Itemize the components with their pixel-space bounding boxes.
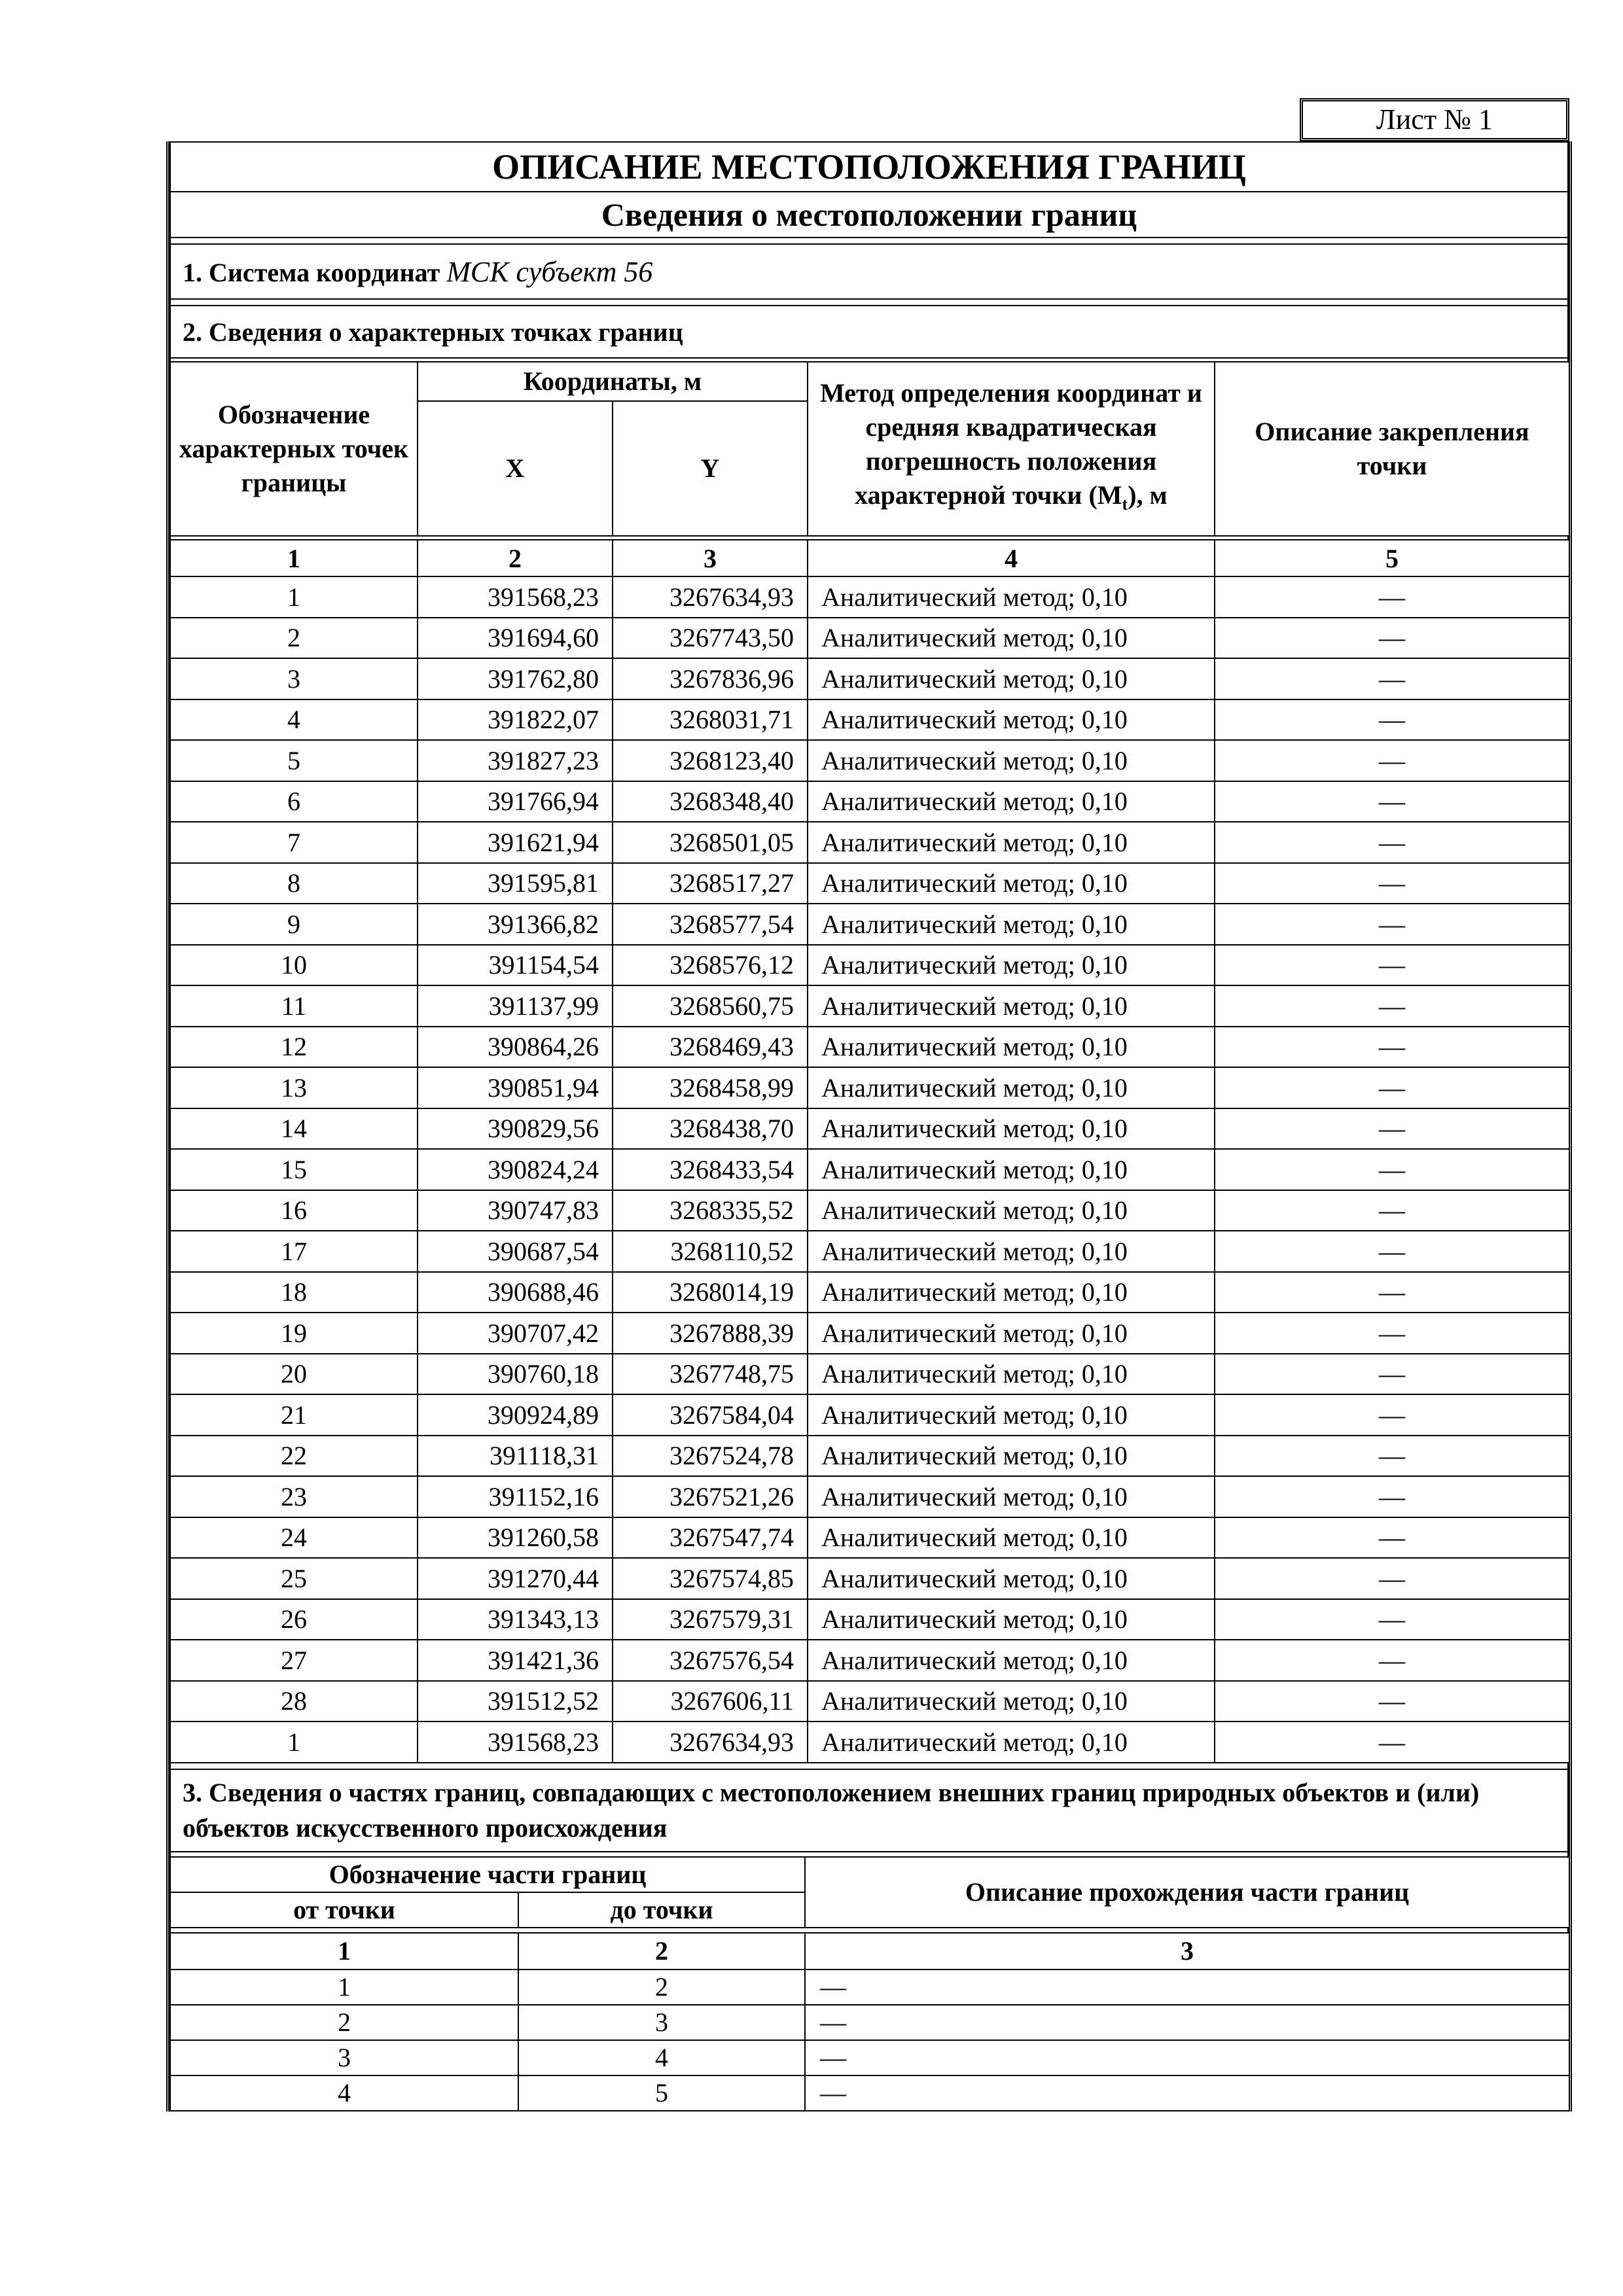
method-cell: Аналитический метод; 0,10 [808, 1190, 1215, 1231]
method-cell: Аналитический метод; 0,10 [808, 1476, 1215, 1517]
method-cell: Аналитический метод; 0,10 [808, 1108, 1215, 1150]
coord-y: 3267743,50 [613, 618, 808, 659]
fixing-cell: — [1215, 1599, 1569, 1640]
coord-x: 390760,18 [418, 1354, 613, 1395]
method-cell: Аналитический метод; 0,10 [808, 985, 1215, 1027]
table-row [170, 1681, 1569, 1722]
method-cell: Аналитический метод; 0,10 [808, 1313, 1215, 1354]
fixing-cell: — [1215, 1436, 1569, 1477]
coord-x: 390747,83 [418, 1190, 613, 1231]
fixing-cell: — [1215, 822, 1569, 863]
col-number: 1 [170, 1933, 518, 1969]
coord-y: 3267888,39 [613, 1313, 808, 1354]
table-row [170, 740, 1569, 781]
coord-y: 3268110,52 [613, 1231, 808, 1272]
coord-x: 390687,54 [418, 1231, 613, 1272]
to-point: 3 [518, 2005, 805, 2040]
method-cell: Аналитический метод; 0,10 [808, 1231, 1215, 1272]
coord-y: 3268501,05 [613, 822, 808, 863]
part-description: — [805, 2040, 1569, 2075]
section2-label: 2. Сведения о характерных точках границ [170, 306, 1568, 358]
point-number: 28 [170, 1681, 418, 1722]
coord-x: 391694,60 [418, 618, 613, 659]
header-designation: Обозначение характерных точек границы [170, 362, 418, 536]
coord-x: 391118,31 [418, 1436, 613, 1477]
to-point: 4 [518, 2040, 805, 2075]
col-number: 3 [805, 1933, 1569, 1969]
coord-x: 391568,23 [418, 576, 613, 618]
coord-y: 3267524,78 [613, 1436, 808, 1477]
coord-y: 3267579,31 [613, 1599, 808, 1640]
coord-x: 391366,82 [418, 904, 613, 945]
table-row [170, 945, 1569, 986]
point-number: 7 [170, 822, 418, 863]
method-cell: Аналитический метод; 0,10 [808, 1517, 1215, 1559]
section1-table [169, 243, 1569, 300]
table-row [170, 985, 1569, 1027]
fixing-cell: — [1215, 1231, 1569, 1272]
coord-y: 3268517,27 [613, 863, 808, 904]
method-cell: Аналитический метод; 0,10 [808, 904, 1215, 945]
from-point: 1 [170, 1969, 518, 2005]
fixing-cell: — [1215, 863, 1569, 904]
fixing-cell: — [1215, 1640, 1569, 1681]
point-number: 23 [170, 1476, 418, 1517]
part-description: — [805, 1969, 1569, 2005]
point-number: 16 [170, 1190, 418, 1231]
coord-y: 3268458,99 [613, 1067, 808, 1108]
from-point: 2 [170, 2005, 518, 2040]
point-number: 22 [170, 1436, 418, 1477]
table-row [170, 822, 1569, 863]
method-cell: Аналитический метод; 0,10 [808, 1599, 1215, 1640]
coord-y: 3268335,52 [613, 1190, 808, 1231]
fixing-cell: — [1215, 1313, 1569, 1354]
method-cell: Аналитический метод; 0,10 [808, 1640, 1215, 1681]
coord-x: 391421,36 [418, 1640, 613, 1681]
fixing-cell: — [1215, 740, 1569, 781]
header-fixing: Описание закрепления точки [1215, 362, 1569, 536]
table-row [170, 1969, 1569, 2005]
table-row [170, 1272, 1569, 1313]
table-row [170, 658, 1569, 699]
col-number: 1 [170, 540, 418, 576]
fixing-cell: — [1215, 1027, 1569, 1068]
fixing-cell: — [1215, 1354, 1569, 1395]
coord-y: 3267634,93 [613, 1722, 808, 1763]
table-row [170, 2005, 1569, 2040]
coord-x: 391822,07 [418, 699, 613, 741]
header-desc: Описание прохождения части границ [805, 1857, 1569, 1928]
header-from: от точки [170, 1892, 518, 1928]
point-number: 12 [170, 1027, 418, 1068]
coord-y: 3268123,40 [613, 740, 808, 781]
from-point: 4 [170, 2075, 518, 2111]
method-cell: Аналитический метод; 0,10 [808, 1722, 1215, 1763]
point-number: 25 [170, 1558, 418, 1599]
point-number: 1 [170, 1722, 418, 1763]
coord-x: 391343,13 [418, 1599, 613, 1640]
coord-y: 3267836,96 [613, 658, 808, 699]
coord-y: 3268577,54 [613, 904, 808, 945]
coord-y: 3267748,75 [613, 1354, 808, 1395]
method-cell: Аналитический метод; 0,10 [808, 1436, 1215, 1477]
coord-y: 3267521,26 [613, 1476, 808, 1517]
coord-y: 3267576,54 [613, 1640, 808, 1681]
method-cell: Аналитический метод; 0,10 [808, 1149, 1215, 1190]
coord-y: 3267584,04 [613, 1394, 808, 1436]
table-row [170, 1599, 1569, 1640]
coord-x: 391270,44 [418, 1558, 613, 1599]
spacer [169, 300, 1569, 305]
fixing-cell: — [1215, 945, 1569, 986]
coord-x: 391766,94 [418, 781, 613, 822]
parts-column-numbers-row [170, 1933, 1569, 1969]
page-title: ОПИСАНИЕ МЕСТОПОЛОЖЕНИЯ ГРАНИЦ [170, 142, 1568, 192]
table-row [170, 1354, 1569, 1395]
spacer [169, 238, 1569, 243]
method-cell: Аналитический метод; 0,10 [808, 1272, 1215, 1313]
col-number: 2 [518, 1933, 805, 1969]
col-number: 3 [613, 540, 808, 576]
coord-x: 391260,58 [418, 1517, 613, 1559]
coord-x: 391827,23 [418, 740, 613, 781]
sheet-number: Лист № 1 [1300, 98, 1569, 141]
coord-y: 3267634,93 [613, 576, 808, 618]
spacer [169, 1763, 1569, 1769]
method-cell: Аналитический метод; 0,10 [808, 822, 1215, 863]
point-number: 17 [170, 1231, 418, 1272]
point-number: 20 [170, 1354, 418, 1395]
fixing-cell: — [1215, 1149, 1569, 1190]
table-row [170, 863, 1569, 904]
table-row [170, 1067, 1569, 1108]
section3-label: 3. Сведения о частях границ, совпадающих с местоположением внешних границ природных объектов и (или) объектов искусственного происхождения [170, 1769, 1568, 1852]
table-row [170, 1640, 1569, 1681]
header-coords: Координаты, м [418, 362, 808, 401]
table-row [170, 1476, 1569, 1517]
coord-x: 390924,89 [418, 1394, 613, 1436]
part-description: — [805, 2005, 1569, 2040]
fixing-cell: — [1215, 1476, 1569, 1517]
point-number: 11 [170, 985, 418, 1027]
method-cell: Аналитический метод; 0,10 [808, 576, 1215, 618]
method-cell: Аналитический метод; 0,10 [808, 618, 1215, 659]
table-row [170, 618, 1569, 659]
point-number: 3 [170, 658, 418, 699]
table-row [170, 2075, 1569, 2111]
point-number: 15 [170, 1149, 418, 1190]
coord-y: 3267606,11 [613, 1681, 808, 1722]
coord-x: 391621,94 [418, 822, 613, 863]
fixing-cell: — [1215, 1558, 1569, 1599]
coordinate-system [170, 244, 1568, 299]
fixing-cell: — [1215, 699, 1569, 741]
table-row [170, 1190, 1569, 1231]
coord-x: 391762,80 [418, 658, 613, 699]
coord-x: 391152,16 [418, 1476, 613, 1517]
part-description: — [805, 2075, 1569, 2111]
to-point: 5 [518, 2075, 805, 2111]
point-number: 27 [170, 1640, 418, 1681]
header-table [169, 141, 1569, 238]
to-point: 2 [518, 1969, 805, 2005]
header-method-suffix: ), м [1128, 480, 1168, 510]
fixing-cell: — [1215, 1722, 1569, 1763]
points-table [169, 361, 1570, 537]
method-cell: Аналитический метод; 0,10 [808, 699, 1215, 741]
table-row [170, 781, 1569, 822]
table-row [170, 1231, 1569, 1272]
point-number: 18 [170, 1272, 418, 1313]
parts-data-table [169, 1932, 1570, 2111]
coord-y: 3268438,70 [613, 1108, 808, 1150]
section3-label-table [169, 1769, 1569, 1852]
method-cell: Аналитический метод; 0,10 [808, 1354, 1215, 1395]
point-number: 13 [170, 1067, 418, 1108]
column-numbers-row [170, 540, 1569, 576]
header-method-text: Метод определения координат и средняя квадратическая погрешность положения характерной точки (M [820, 378, 1202, 510]
col-number: 2 [418, 540, 613, 576]
method-cell: Аналитический метод; 0,10 [808, 1027, 1215, 1068]
fixing-cell: — [1215, 781, 1569, 822]
table-row [170, 1517, 1569, 1559]
header-x: X [418, 401, 613, 536]
table-row [170, 904, 1569, 945]
coord-x: 390707,42 [418, 1313, 613, 1354]
header-part: Обозначение части границ [170, 1857, 805, 1892]
coord-y: 3268576,12 [613, 945, 808, 986]
coord-x: 390688,46 [418, 1272, 613, 1313]
fixing-cell: — [1215, 904, 1569, 945]
table-row [170, 1722, 1569, 1763]
fixing-cell: — [1215, 1272, 1569, 1313]
coord-y: 3268433,54 [613, 1149, 808, 1190]
coord-y: 3268014,19 [613, 1272, 808, 1313]
coord-x: 391137,99 [418, 985, 613, 1027]
fixing-cell: — [1215, 576, 1569, 618]
point-number: 19 [170, 1313, 418, 1354]
header-to: до точки [518, 1892, 805, 1928]
point-number: 10 [170, 945, 418, 986]
fixing-cell: — [1215, 985, 1569, 1027]
point-number: 1 [170, 576, 418, 618]
point-number: 6 [170, 781, 418, 822]
method-cell: Аналитический метод; 0,10 [808, 945, 1215, 986]
coord-x: 390864,26 [418, 1027, 613, 1068]
coord-x: 391568,23 [418, 1722, 613, 1763]
point-number: 21 [170, 1394, 418, 1436]
fixing-cell: — [1215, 1067, 1569, 1108]
fixing-cell: — [1215, 1681, 1569, 1722]
points-data-table [169, 539, 1570, 1763]
from-point: 3 [170, 2040, 518, 2075]
document-frame [166, 141, 1572, 2111]
table-row [170, 1108, 1569, 1150]
table-row [170, 2040, 1569, 2075]
point-number: 8 [170, 863, 418, 904]
parts-header-table [169, 1856, 1570, 1928]
method-cell: Аналитический метод; 0,10 [808, 1681, 1215, 1722]
table-row [170, 1149, 1569, 1190]
method-cell: Аналитический метод; 0,10 [808, 740, 1215, 781]
parts-body [170, 1969, 1569, 2111]
method-cell: Аналитический метод; 0,10 [808, 781, 1215, 822]
coord-x: 390824,24 [418, 1149, 613, 1190]
method-cell: Аналитический метод; 0,10 [808, 863, 1215, 904]
point-number: 5 [170, 740, 418, 781]
header-method [808, 362, 1215, 536]
fixing-cell: — [1215, 618, 1569, 659]
coord-x: 391154,54 [418, 945, 613, 986]
table-row [170, 576, 1569, 618]
coord-y: 3268348,40 [613, 781, 808, 822]
coord-x: 391512,52 [418, 1681, 613, 1722]
coord-y: 3268031,71 [613, 699, 808, 741]
point-number: 24 [170, 1517, 418, 1559]
coordinate-system-label: 1. Система координат [183, 257, 440, 287]
coord-x: 390829,56 [418, 1108, 613, 1150]
point-number: 14 [170, 1108, 418, 1150]
table-row [170, 699, 1569, 741]
header-y: Y [613, 401, 808, 536]
method-cell: Аналитический метод; 0,10 [808, 1067, 1215, 1108]
point-number: 4 [170, 699, 418, 741]
fixing-cell: — [1215, 1108, 1569, 1150]
col-number: 4 [808, 540, 1215, 576]
fixing-cell: — [1215, 1190, 1569, 1231]
point-number: 26 [170, 1599, 418, 1640]
table-row [170, 1313, 1569, 1354]
points-body [170, 576, 1569, 1763]
coord-y: 3267574,85 [613, 1558, 808, 1599]
coord-y: 3267547,74 [613, 1517, 808, 1559]
fixing-cell: — [1215, 1517, 1569, 1559]
section2-label-table [169, 305, 1569, 359]
method-cell: Аналитический метод; 0,10 [808, 658, 1215, 699]
table-row [170, 1027, 1569, 1068]
header-method-subscript: t [1122, 495, 1128, 514]
coordinate-system-value: МСК субъект 56 [446, 255, 653, 288]
page-subtitle: Сведения о местоположении границ [170, 192, 1568, 238]
fixing-cell: — [1215, 658, 1569, 699]
point-number: 2 [170, 618, 418, 659]
table-row [170, 1394, 1569, 1436]
coord-x: 391595,81 [418, 863, 613, 904]
method-cell: Аналитический метод; 0,10 [808, 1394, 1215, 1436]
col-number: 5 [1215, 540, 1569, 576]
coord-x: 390851,94 [418, 1067, 613, 1108]
fixing-cell: — [1215, 1394, 1569, 1436]
coord-y: 3268469,43 [613, 1027, 808, 1068]
method-cell: Аналитический метод; 0,10 [808, 1558, 1215, 1599]
table-row [170, 1558, 1569, 1599]
coord-y: 3268560,75 [613, 985, 808, 1027]
point-number: 9 [170, 904, 418, 945]
table-row [170, 1436, 1569, 1477]
